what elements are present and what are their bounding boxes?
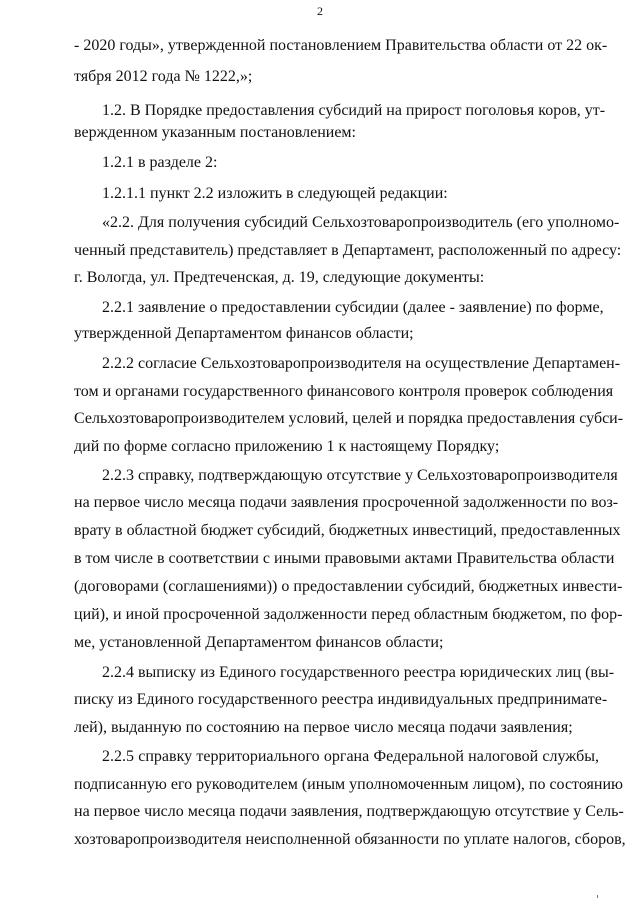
text-line: вержденном указанным постановлением: bbox=[74, 124, 356, 141]
text-line: том и органами государственного финансового контроля проверок соблюдения bbox=[74, 383, 614, 400]
text-line: - 2020 годы», утвержденной постановлением Правительства области от 22 ок- bbox=[74, 37, 608, 54]
text-line: на первое число месяца подачи заявления, подтверждающую отсутствие у Сель- bbox=[74, 803, 624, 820]
text-line: дий по форме согласно приложению 1 к настоящему Порядку; bbox=[74, 438, 500, 455]
text-line: ций), и иной просроченной задолженности перед областным бюджетом, по фор- bbox=[74, 606, 623, 623]
text-line: г. Вологда, ул. Предтеченская, д. 19, следующие документы: bbox=[74, 269, 485, 286]
text-line: лей), выданную по состоянию на первое число месяца подачи заявления; bbox=[74, 719, 573, 736]
text-line: на первое число месяца подачи заявления просроченной задолженности по воз- bbox=[74, 494, 619, 511]
text-line: подписанную его руководителем (иным уполномоченным лицом), по состоянию bbox=[74, 776, 623, 793]
text-line: ме, установленной Департаментом финансов области; bbox=[74, 634, 444, 651]
text-line: 2.2.2 согласие Сельхозтоваропроизводителя на осуществление Департамен- bbox=[102, 355, 621, 372]
text-line: 1.2.1.1 пункт 2.2 изложить в следующей редакции: bbox=[102, 185, 448, 202]
text-line: 1.2. В Порядке предоставления субсидий на прирост поголовья коров, ут- bbox=[102, 102, 606, 119]
text-line: ченный представитель) представляет в Департамент, расположенный по адресу: bbox=[74, 242, 622, 259]
text-line: хозтоваропроизводителя неисполненной обязанности по уплате налогов, сборов, bbox=[74, 831, 626, 848]
text-line: (договорами (соглашениями)) о предоставлении субсидий, бюджетных инвести- bbox=[74, 578, 623, 595]
text-line: 1.2.1 в разделе 2: bbox=[102, 154, 218, 171]
text-line: утвержденной Департаментом финансов области; bbox=[74, 325, 414, 342]
text-line: врату в областной бюджет субсидий, бюджетных инвестиций, предоставленных bbox=[74, 522, 621, 539]
text-line: писку из Единого государственного реестра индивидуальных предпринимате- bbox=[74, 691, 608, 708]
text-line: Сельхозтоваропроизводителем условий, целей и порядка предоставления субси- bbox=[74, 410, 624, 427]
scan-mark bbox=[597, 895, 598, 898]
text-line: «2.2. Для получения субсидий Сельхозтоваропроизводитель (его уполномо- bbox=[102, 214, 620, 231]
text-line: 2.2.4 выписку из Единого государственного реестра юридических лиц (вы- bbox=[102, 664, 615, 681]
text-line: тября 2012 года № 1222,»; bbox=[74, 68, 253, 85]
text-line: 2.2.1 заявление о предоставлении субсидии (далее - заявление) по форме, bbox=[102, 299, 604, 316]
page-number: 2 bbox=[317, 4, 323, 18]
text-line: 2.2.3 справку, подтверждающую отсутствие у Сельхозтоваропроизводителя bbox=[102, 467, 618, 484]
text-line: 2.2.5 справку территориального органа Федеральной налоговой службы, bbox=[102, 748, 599, 765]
text-line: в том числе в соответствии с иными правовыми актами Правительства области bbox=[74, 550, 615, 567]
